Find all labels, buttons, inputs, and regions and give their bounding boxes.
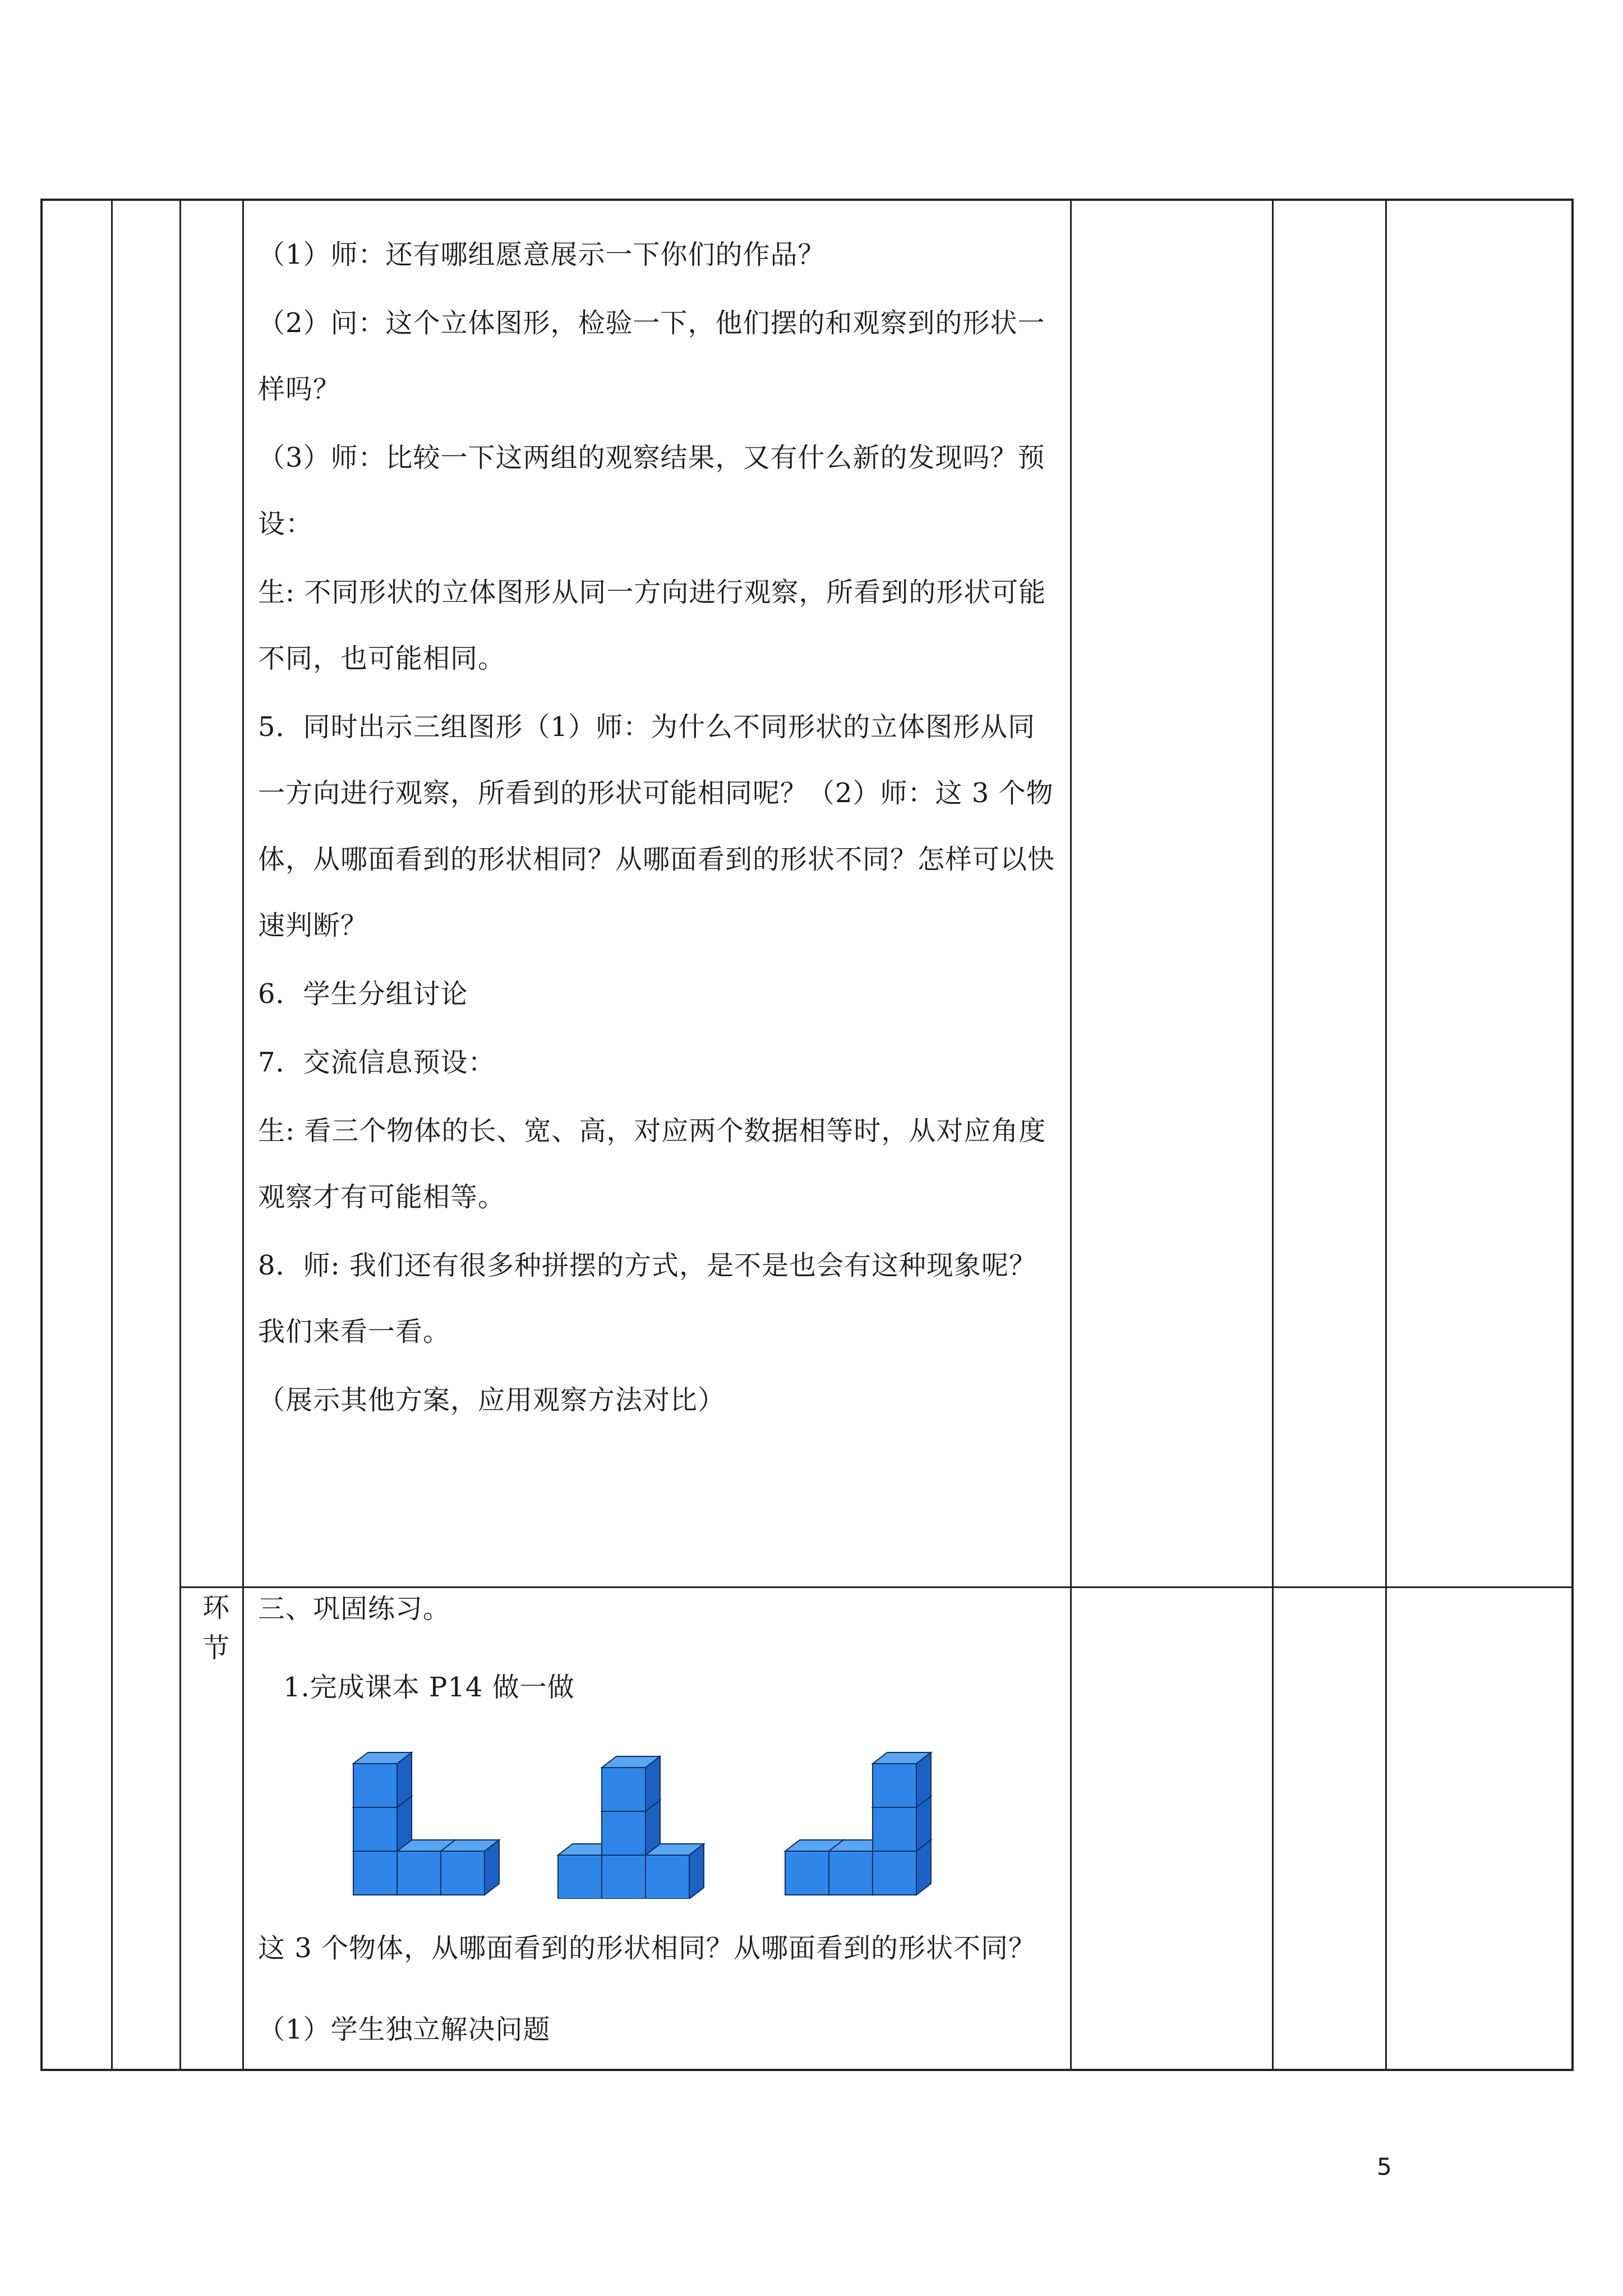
paragraph: （2）问：这个立体图形，检验一下，他们摆的和观察到的形状一样吗？ (258, 307, 1045, 405)
paragraph: 生: 看三个物体的长、宽、高，对应两个数据相等时，从对应角度观察才有可能相等。 (258, 1115, 1046, 1213)
row1-content (258, 222, 1060, 1433)
cube (353, 1752, 412, 1807)
paragraph: （展示其他方案，应用观察方法对比） (258, 1384, 726, 1416)
label-char: 环 (202, 1592, 229, 1623)
paragraph: 6．学生分组讨论 (258, 978, 468, 1010)
paragraph: 7．交流信息预设： (258, 1047, 496, 1078)
table-column-divider (242, 199, 244, 2071)
paragraph: （3）师：比较一下这两组的观察结果，又有什么新的发现吗？预设： (258, 442, 1045, 540)
table-column-divider (1385, 199, 1387, 2071)
cube (645, 1844, 704, 1899)
cube (602, 1756, 660, 1811)
cube (873, 1752, 931, 1807)
table-column-divider (111, 199, 113, 2071)
paragraph: 5．同时出示三组图形（1）师：为什么不同形状的立体图形从同一方向进行观察，所看到的形状可能相同呢？（2）师：这 3 个物体，从哪面看到的形状相同？从哪面看到的形状不同？怎样可以快速判断？ (258, 711, 1055, 941)
table-row-divider (179, 1586, 1574, 1588)
label-char: 节 (202, 1632, 229, 1664)
paragraph: 8．师: 我们还有很多种拼摆的方式，是不是也会有这种现象呢？我们来看一看。 (258, 1250, 1036, 1347)
row2-question: 这 3 个物体，从哪面看到的形状相同？从哪面看到的形状不同？ (258, 1932, 1036, 1964)
row2-item: 1.完成课本 P14 做一做 (283, 1672, 575, 1703)
cube (441, 1840, 499, 1895)
row2-sub: （1）学生独立解决问题 (258, 2014, 551, 2045)
page-number: 5 (1377, 2153, 1392, 2180)
paragraph: （1）师：还有哪组愿意展示一下你们的作品？ (258, 239, 826, 270)
paragraph: 生: 不同形状的立体图形从同一方向进行观察，所看到的形状可能不同，也可能相同。 (258, 577, 1046, 674)
table-column-divider (179, 199, 181, 2071)
cube-figures (336, 1725, 1009, 1899)
table-column-divider (1070, 199, 1072, 2071)
table-column-divider (1272, 199, 1274, 2071)
row2-title: 三、巩固练习。 (258, 1593, 451, 1625)
row2-label (193, 1588, 238, 1668)
